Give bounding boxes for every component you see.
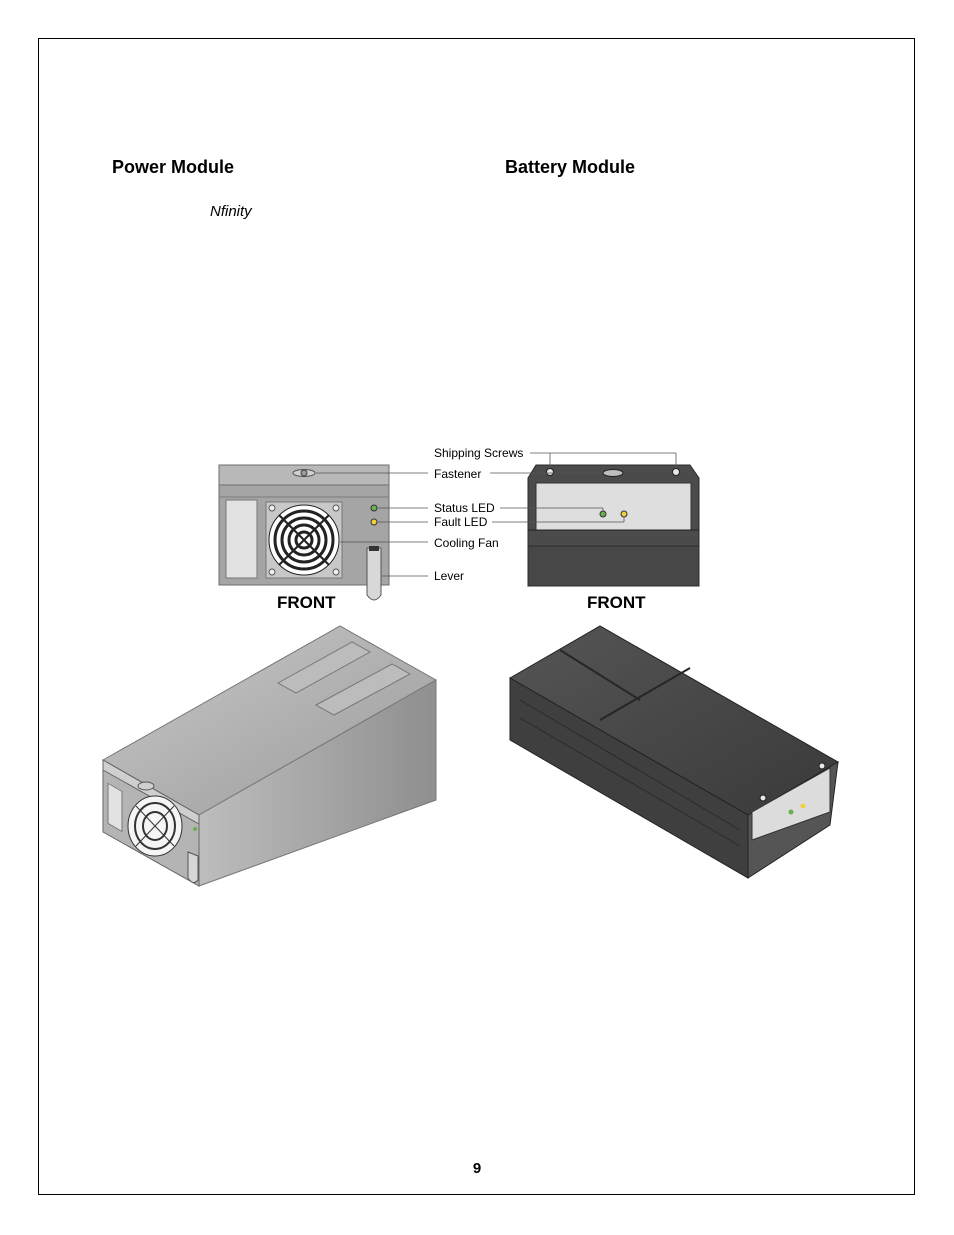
power-module-front-view — [219, 465, 389, 600]
power-module-isometric-view — [103, 626, 436, 886]
shipping-screw-right-icon — [673, 469, 680, 476]
fastener-label: Fastener — [434, 467, 482, 481]
fault-led-icon — [371, 519, 377, 525]
power-front-label: FRONT — [277, 593, 336, 612]
power-module-heading: Power Module — [112, 157, 235, 177]
nfinity-note: Nfinity — [210, 203, 252, 220]
lever-icon — [367, 548, 381, 600]
battery-module-front-view — [528, 465, 699, 586]
battery-module-isometric-view — [510, 626, 838, 878]
status-led-label: Status LED — [434, 501, 495, 515]
lever-label: Lever — [434, 569, 465, 583]
shipping-screws-label: Shipping Screws — [434, 446, 524, 460]
status-led-icon — [371, 505, 377, 511]
fault-led-label: Fault LED — [434, 515, 488, 529]
battery-fault-led-icon — [621, 511, 627, 517]
shipping-screw-left-icon — [547, 469, 554, 476]
cooling-fan-icon — [266, 502, 342, 578]
battery-status-led-icon — [600, 511, 606, 517]
battery-module-heading: Battery Module — [505, 157, 636, 177]
battery-front-label: FRONT — [587, 593, 646, 612]
cooling-fan-label: Cooling Fan — [434, 536, 499, 550]
fastener-icon — [293, 470, 315, 477]
page-number: 9 — [472, 1160, 482, 1177]
